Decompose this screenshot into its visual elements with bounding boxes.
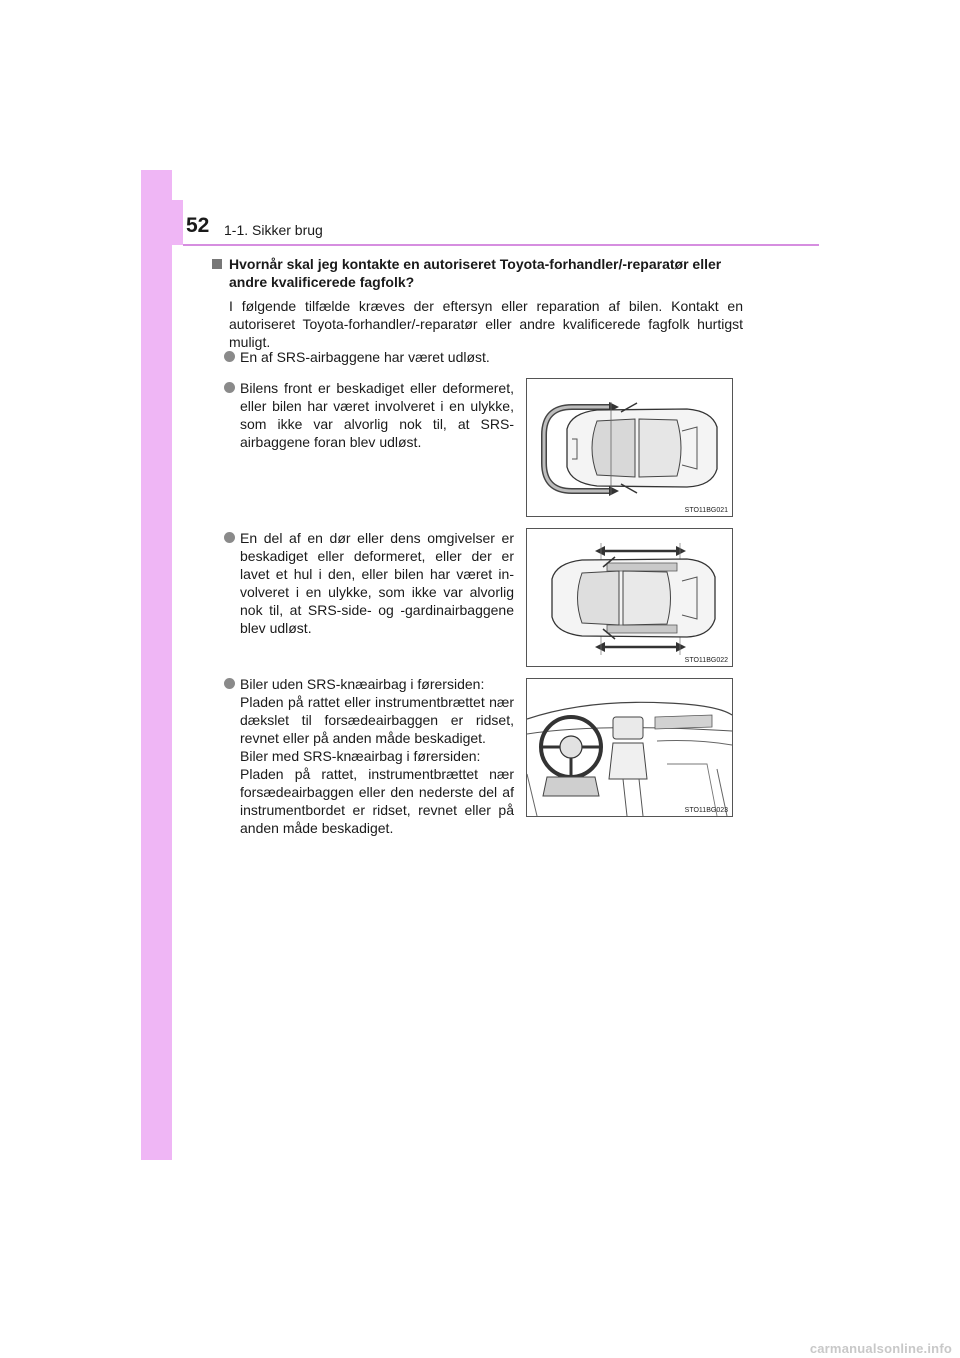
page-number: 52 xyxy=(186,214,210,237)
dashboard-illustration xyxy=(527,679,732,816)
condition-text: Pladen på rattet, instrumentbrættet nær forsædeairbaggen eller den nederste del af instrumentbordet er ridset, revnet eller på anden måde beskadiget. xyxy=(240,766,514,836)
figure-code: STO11BG022 xyxy=(684,657,728,664)
figure-code: STO11BG023 xyxy=(684,807,728,814)
section-title: 1-1. Sikker brug xyxy=(224,222,323,238)
intro-paragraph: I følgende tilfælde kræves der eftersyn eller reparation af bilen. Kontakt en autoriseret Toyota-forhandler/-reparatør eller andre kvalificerede fagfolk hurtigst muligt. xyxy=(229,298,743,350)
car-top-view-front-illustration xyxy=(527,379,732,516)
car-top-view-side-illustration xyxy=(527,529,732,666)
question-heading xyxy=(212,255,752,291)
question-title: Hvornår skal jeg kontakte en autoriseret Toyota-forhandler/-reparatør eller andre kvalificerede fagfolk? xyxy=(229,256,722,290)
condition-heading: Biler uden SRS-knæairbag i førersiden: xyxy=(240,676,485,692)
bullet-icon xyxy=(224,678,235,689)
figure-side-damage xyxy=(526,528,733,667)
bullet-icon xyxy=(224,382,235,393)
square-bullet-icon xyxy=(212,259,222,269)
figure-code: STO11BG021 xyxy=(684,507,728,514)
list-item-text: En af SRS-airbaggene har været udløst. xyxy=(240,349,490,365)
figure-dashboard xyxy=(526,678,733,817)
list-item-text xyxy=(240,675,514,837)
list-item-text: Bilens front er beskadiget eller deformeret, eller bilen har været involveret i en ulykke, som ikke var alvorlig nok til, at SRS-airbaggene foran blev udløst. xyxy=(240,380,514,450)
list-item xyxy=(224,348,524,366)
figure-front-damage xyxy=(526,378,733,517)
list-item xyxy=(224,675,514,837)
watermark: carmanualsonline.info xyxy=(809,1341,952,1356)
list-item xyxy=(224,529,514,637)
condition-heading: Biler med SRS-knæairbag i førersiden: xyxy=(240,748,481,764)
header-color-tab xyxy=(141,200,183,245)
condition-text: Pladen på rattet eller instrumentbrættet nær dækslet til forsædeairbaggen er ridset, revnet eller på anden måde beskadiget. xyxy=(240,694,514,746)
side-color-strip xyxy=(141,170,172,1160)
list-item xyxy=(224,379,514,451)
header-rule xyxy=(183,244,819,246)
bullet-icon xyxy=(224,532,235,543)
list-item-text: En del af en dør eller dens omgivelser er beskadiget eller deformeret, eller der er lavet et hul i den, eller bilen har været involveret i en ulykke, som ikke var alvorlig nok til, at SRS-side- og -gardinairbaggene blev udløst. xyxy=(240,530,514,636)
bullet-icon xyxy=(224,351,235,362)
